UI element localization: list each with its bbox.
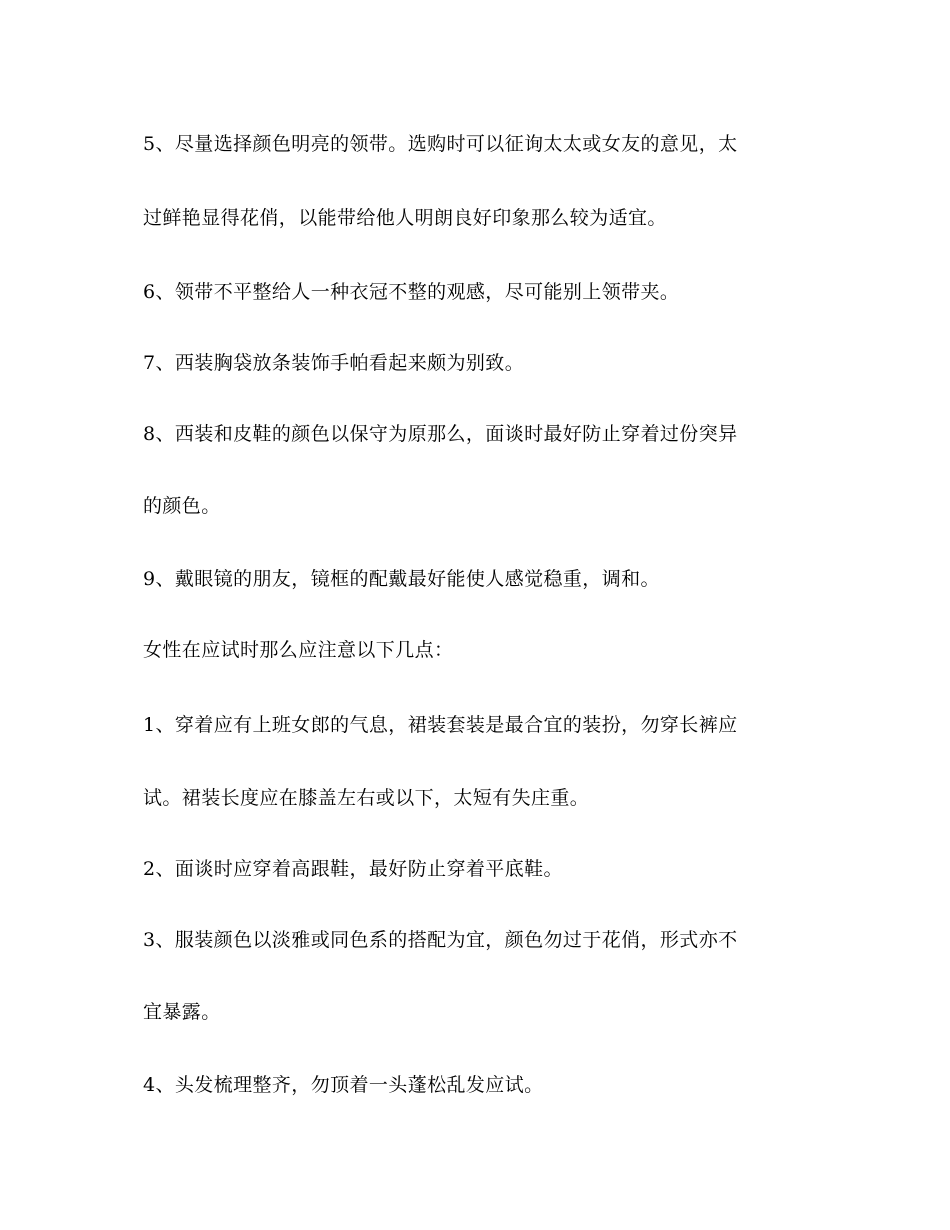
- female-section-heading: 女性在应试时那么应注意以下几点：: [143, 639, 454, 661]
- paragraph-7: 7、西装胸袋放条装饰手帕看起来颇为别致。: [143, 352, 525, 374]
- female-item-1-line-1: 1、穿着应有上班女郎的气息，裙装套装是最合宜的装扮，勿穿长裤应: [143, 714, 738, 736]
- female-item-3-line-1: 3、服装颜色以淡雅或同色系的搭配为宜，颜色勿过于花俏，形式亦不: [143, 929, 738, 951]
- female-item-3-line-2: 宜暴露。: [143, 1001, 221, 1023]
- female-item-4: 4、头发梳理整齐，勿顶着一头蓬松乱发应试。: [143, 1074, 544, 1096]
- paragraph-6: 6、领带不平整给人一种衣冠不整的观感，尽可能别上领带夹。: [143, 281, 680, 303]
- paragraph-8-line-1: 8、西装和皮鞋的颜色以保守为原那么，面谈时最好防止穿着过份突异: [143, 423, 738, 445]
- paragraph-8-line-2: 的颜色。: [143, 495, 221, 517]
- female-item-1-line-2: 试。裙装长度应在膝盖左右或以下，太短有失庄重。: [143, 787, 590, 809]
- paragraph-5-line-2: 过鲜艳显得花俏，以能带给他人明朗良好印象那么较为适宜。: [143, 207, 667, 229]
- female-item-2: 2、面谈时应穿着高跟鞋，最好防止穿着平底鞋。: [143, 858, 563, 880]
- paragraph-5-line-1: 5、尽量选择颜色明亮的领带。选购时可以征询太太或女友的意见，太: [143, 133, 738, 155]
- paragraph-9: 9、戴眼镜的朋友，镜框的配戴最好能使人感觉稳重，调和。: [143, 568, 660, 590]
